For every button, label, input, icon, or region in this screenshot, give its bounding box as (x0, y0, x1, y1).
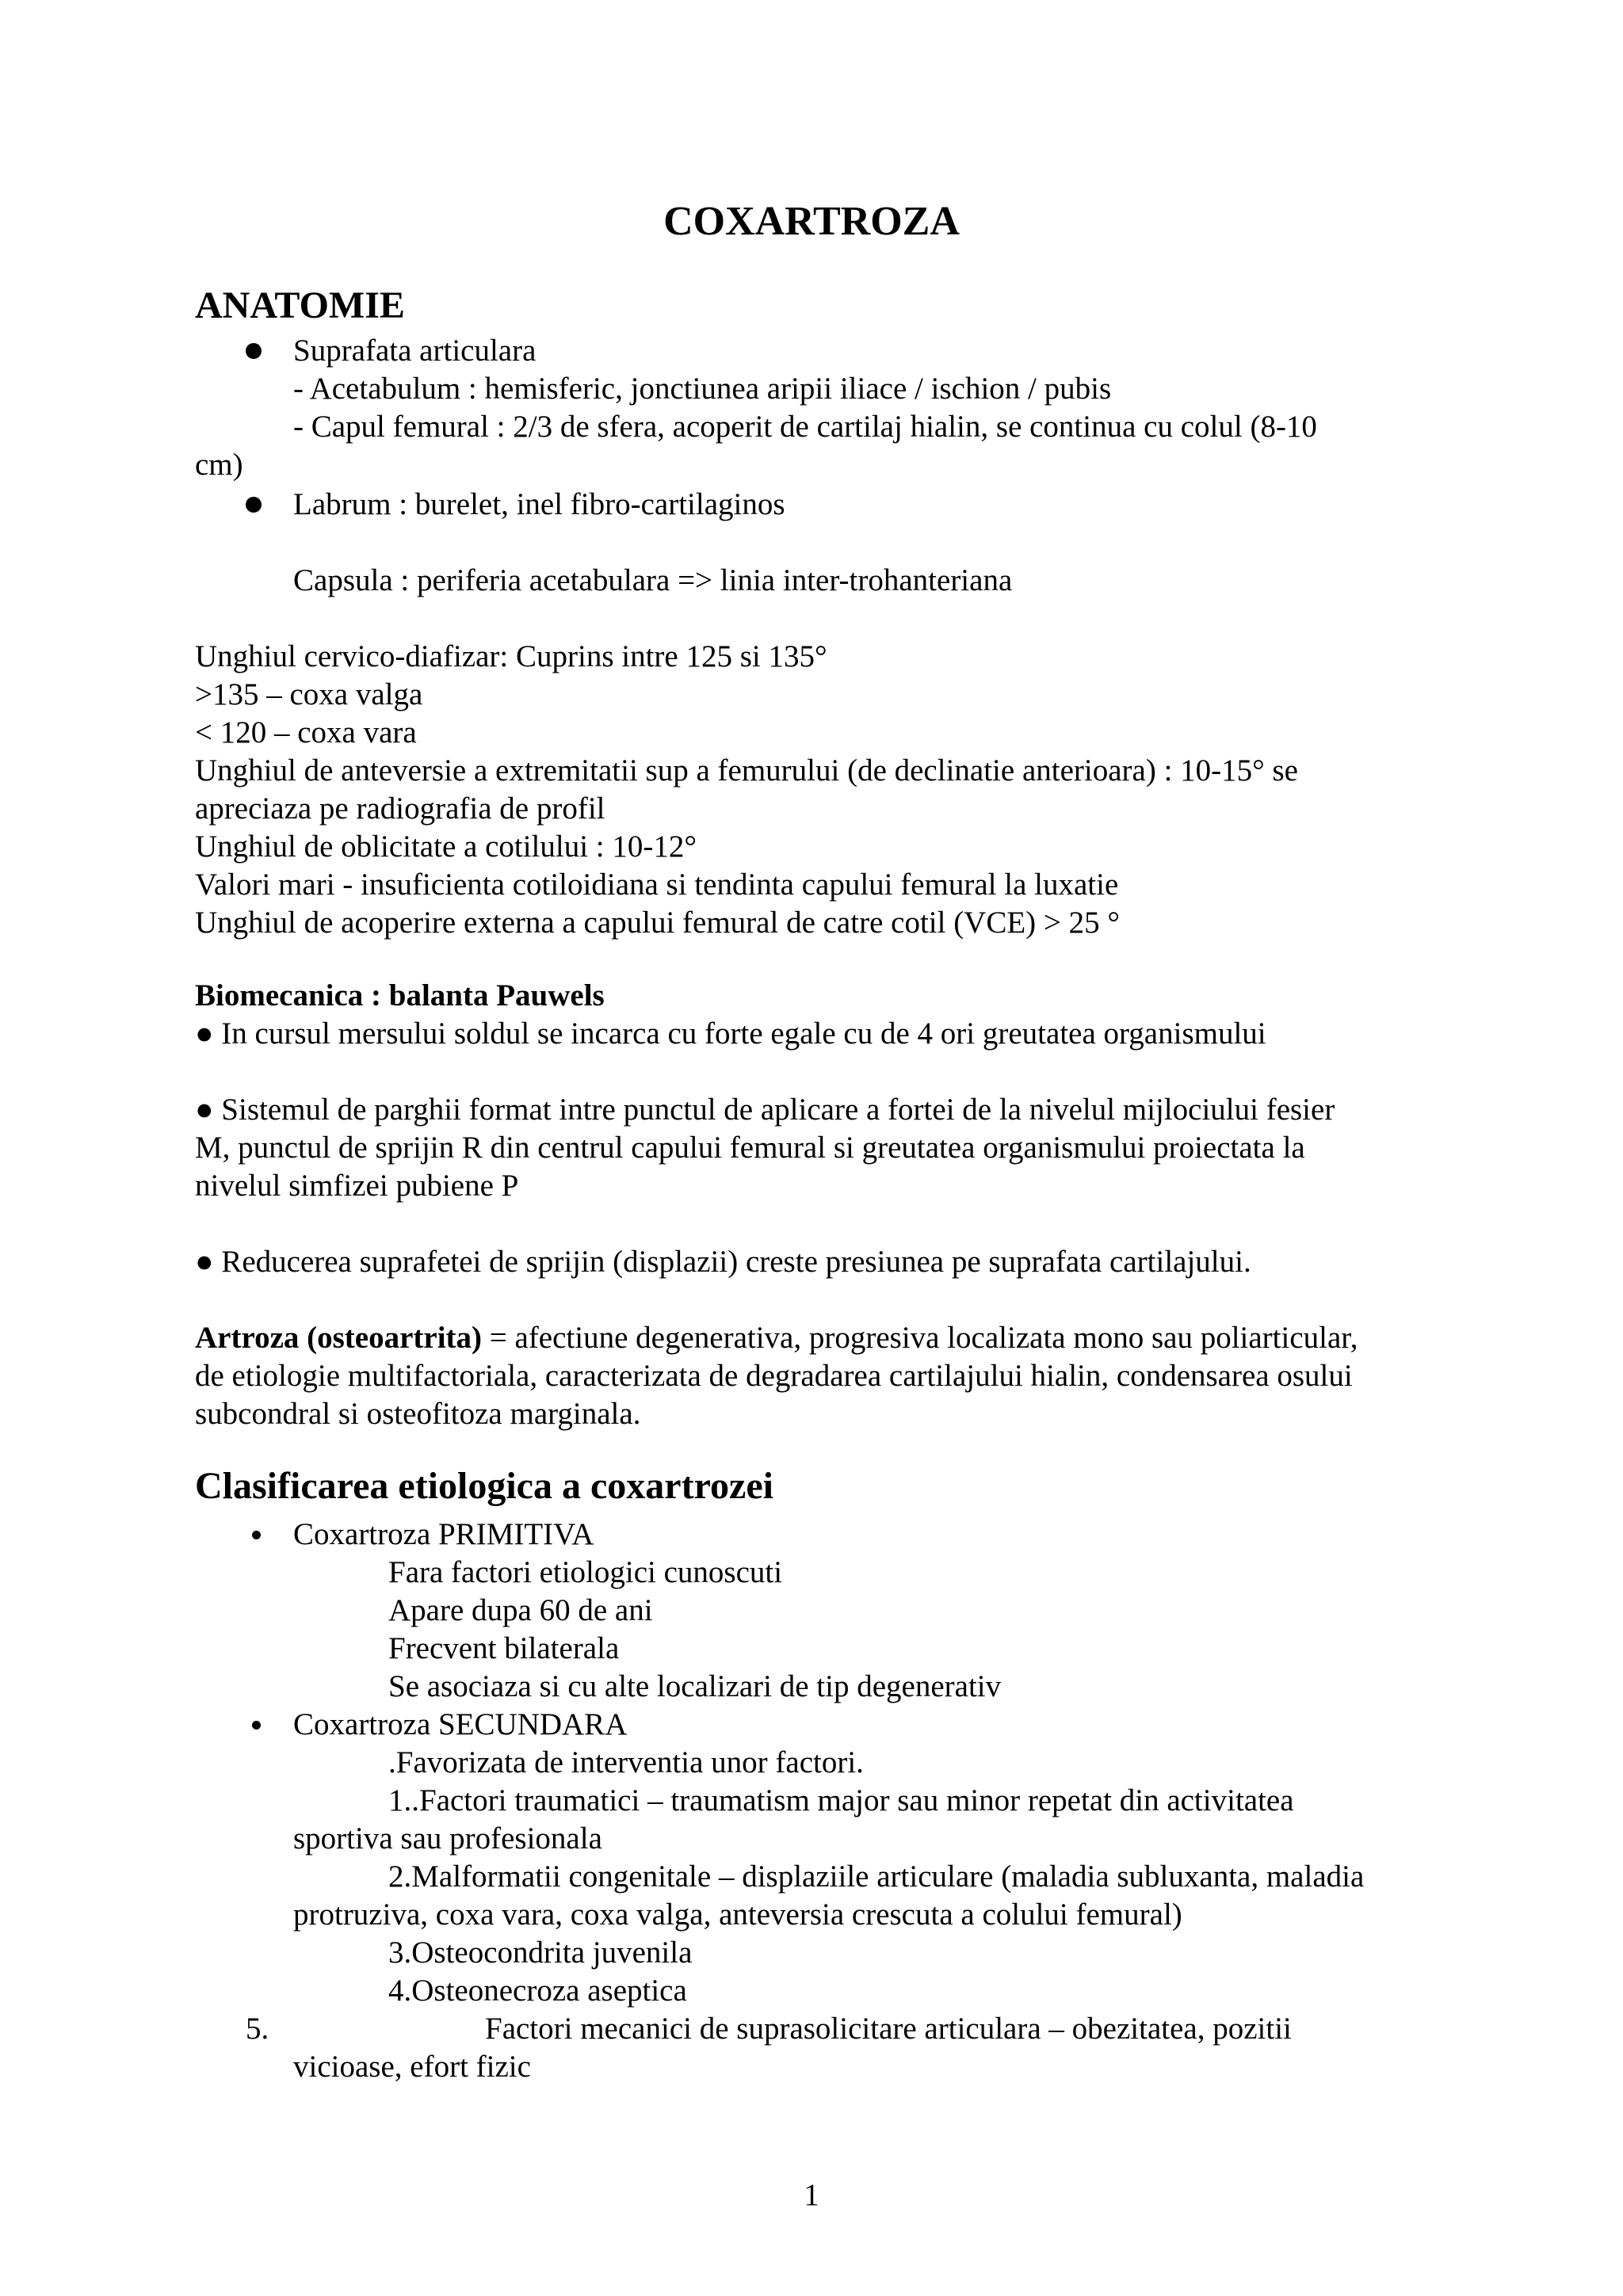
text-biomechanics-p3: ● Reducerea suprafetei de sprijin (displazii) creste presiunea pe suprafata cartilajului. (195, 1245, 1251, 1279)
list-item: sportiva sau profesionala (293, 1821, 602, 1855)
text-femoral-head: - Capul femural : 2/3 de sfera, acoperit de cartilaj hialin, se continua cu colul (8-10 (293, 410, 1317, 444)
text-angle-line: Valori mari - insuficienta cotiloidiana si tendinta capului femural la luxatie (195, 868, 1119, 902)
arthrosis-definition-rest: = afectiune degenerativa, progresiva localizata mono sau poliarticular, (482, 1321, 1358, 1355)
page-title: COXARTROZA (663, 199, 960, 244)
text-capsule: Capsula : periferia acetabulara => linia inter-trohanteriana (293, 563, 1013, 597)
text-angle-line: Unghiul de acoperire externa a capului femural de catre cotil (VCE) > 25 ° (195, 906, 1121, 940)
text-arthrosis-definition: subcondral si osteofitoza marginala. (195, 1397, 641, 1431)
text-angle-line: Unghiul cervico-diafizar: Cuprins intre 125 si 135° (195, 639, 827, 673)
text-biomechanics-p1: ● In cursul mersului soldul se incarca cu forte egale cu de 4 ori greutatea organismului (195, 1016, 1266, 1051)
text-angle-line: < 120 – coxa vara (195, 715, 417, 749)
text-angle-line: apreciaza pe radiografia de profil (195, 791, 605, 826)
text-surface: Suprafata articulara (293, 334, 537, 368)
list-item: Factori mecanici de suprasolicitare articulara – obezitatea, pozitii (485, 2012, 1292, 2046)
list-item: Frecvent bilaterala (388, 1631, 620, 1665)
text-secondary-label: Coxartroza SECUNDARA (293, 1707, 628, 1741)
list-item: protruziva, coxa vara, coxa valga, anteversia crescuta a colului femural) (293, 1897, 1182, 1932)
text-biomechanics-p2: nivelul simfizei pubiene P (195, 1169, 519, 1203)
list-number: 5. (246, 2012, 269, 2046)
bullet-icon (246, 497, 262, 513)
bullet-icon (246, 343, 262, 359)
list-item: Se asociaza si cu alte localizari de tip degenerativ (388, 1669, 1002, 1703)
page-number: 1 (804, 2178, 819, 2212)
text-arthrosis-definition (195, 1319, 1358, 1357)
text-acetabulum: - Acetabulum : hemisferic, jonctiunea aripii iliace / ischion / pubis (293, 372, 1112, 406)
text-angle-line: Unghiul de anteversie a extremitatii sup a femurului (de declinatie anterioara) : 10-15° se (195, 753, 1298, 788)
list-item: vicioase, efort fizic (293, 2050, 531, 2084)
section-heading-classification: Clasificarea etiologica a coxartrozei (195, 1465, 773, 1507)
text-labrum: Labrum : burelet, inel fibro-cartilaginos (293, 487, 785, 521)
list-item: Apare dupa 60 de ani (388, 1593, 653, 1627)
text-angle-line: Unghiul de oblicitate a cotilului : 10-12° (195, 830, 697, 864)
section-heading-anatomy: ANATOMIE (195, 284, 405, 326)
list-item: Fara factori etiologici cunoscuti (388, 1555, 783, 1589)
bullet-icon (252, 1531, 261, 1539)
text-arthrosis-definition: de etiologie multifactoriala, caracterizata de degradarea cartilajului hialin, condensarea osului (195, 1359, 1353, 1393)
section-heading-biomechanics: Biomecanica : balanta Pauwels (195, 978, 605, 1013)
text-secondary-intro: .Favorizata de interventia unor factori. (388, 1745, 864, 1779)
list-item: 4.Osteonecroza aseptica (388, 1974, 687, 2008)
list-item: 1..Factori traumatici – traumatism major sau minor repetat din activitatea (388, 1783, 1294, 1817)
list-item: 2.Malformatii congenitale – displaziile articulare (maladia subluxanta, maladia (388, 1859, 1365, 1894)
text-primary-label: Coxartroza PRIMITIVA (293, 1517, 594, 1551)
text-femoral-head-cont: cm) (195, 448, 243, 482)
text-biomechanics-p2: M, punctul de sprijin R din centrul capului femural si greutatea organismului proiectata la (195, 1131, 1305, 1165)
list-item: 3.Osteocondrita juvenila (388, 1936, 693, 1970)
arthrosis-term: Artroza (osteoartrita) (195, 1321, 483, 1355)
text-angle-line: >135 – coxa valga (195, 677, 423, 711)
text-biomechanics-p2: ● Sistemul de parghii format intre punctul de aplicare a fortei de la nivelul mijlociului fesier (195, 1093, 1335, 1127)
bullet-icon (252, 1721, 261, 1730)
